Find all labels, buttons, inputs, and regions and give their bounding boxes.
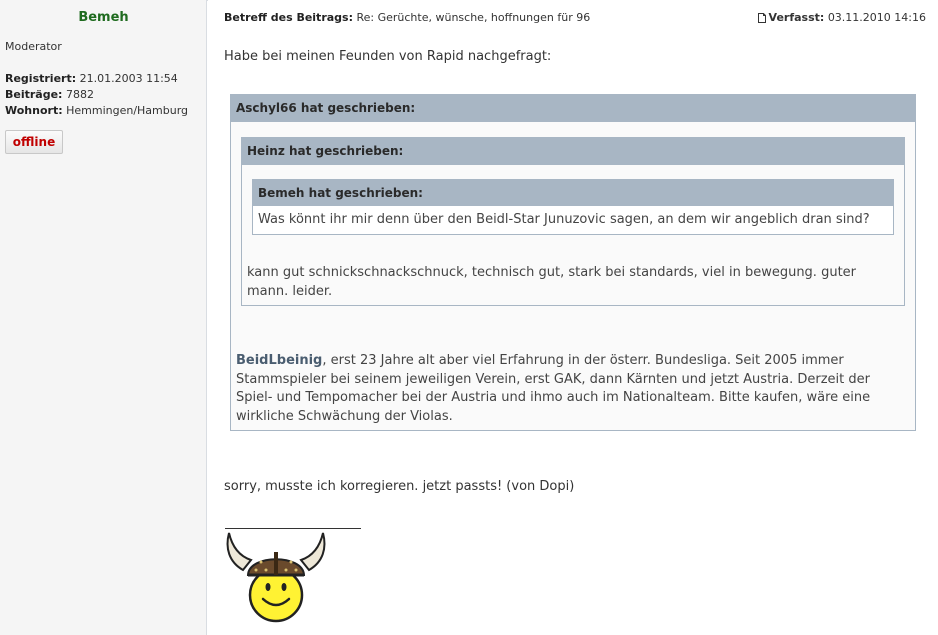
document-icon[interactable] <box>758 13 766 23</box>
profile-sidebar <box>0 0 207 635</box>
quote-outer-poster[interactable]: BeidLbeinig <box>236 353 323 368</box>
posted-value: 03.11.2010 14:16 <box>827 11 926 24</box>
username[interactable]: Bemeh <box>78 10 129 25</box>
quote-middle-header: Heinz hat geschrieben: <box>242 138 904 165</box>
posts-line <box>5 88 94 101</box>
posted-label: Verfasst: <box>768 11 825 24</box>
location-line <box>5 104 188 117</box>
offline-button[interactable]: offline <box>5 130 63 154</box>
registered-label: Registriert: <box>5 72 77 85</box>
quote-middle-text: kann gut schnickschnackschnuck, technisch gut, stark bei standards, viel in bewegung. guter mann. leider. <box>247 265 857 299</box>
quote-outer-text <box>236 352 900 426</box>
posts-label: Beiträge: <box>5 88 63 101</box>
quote-inner-text: Was könnt ihr mir denn über den Beidl-Star Junuzovic sagen, an dem wir angeblich dran sind? <box>258 212 870 227</box>
posts-value: 7882 <box>65 88 94 101</box>
subject-value: Re: Gerüchte, wünsche, hoffnungen für 96 <box>356 11 591 24</box>
location-label: Wohnort: <box>5 104 63 117</box>
viking-smiley-icon <box>223 530 329 626</box>
signature-divider <box>225 528 361 529</box>
quote-outer-header: Aschyl66 hat geschrieben: <box>231 95 915 122</box>
post-intro: Habe bei meinen Feunden von Rapid nachgefragt: <box>224 49 552 64</box>
registered-value: 21.01.2003 11:54 <box>79 72 178 85</box>
subject-label: Betreff des Beitrags: <box>224 11 353 24</box>
user-rank: Moderator <box>5 40 62 53</box>
quote-outer-body: , erst 23 Jahre alt aber viel Erfahrung in der österr. Bundesliga. Seit 2005 immer Stammspieler bei seinem jeweiligen Verein, erst GAK, dann Kärnten und jetzt Austria. Derzeit der Spiel- und Tempomacher bei der Austria und ihmo auch im Nationalteam. Bitte kaufen, wäre eine wirkliche Schwächung der Violas. <box>236 353 871 424</box>
registered-line <box>5 72 178 85</box>
quote-inner-header: Bemeh hat geschrieben: <box>253 180 893 206</box>
post-date <box>758 11 926 24</box>
post-subject <box>224 11 590 24</box>
post-footer-text: sorry, musste ich korregieren. jetzt passts! (von Dopi) <box>224 479 575 494</box>
post-body <box>208 0 938 635</box>
location-value: Hemmingen/Hamburg <box>66 104 189 117</box>
